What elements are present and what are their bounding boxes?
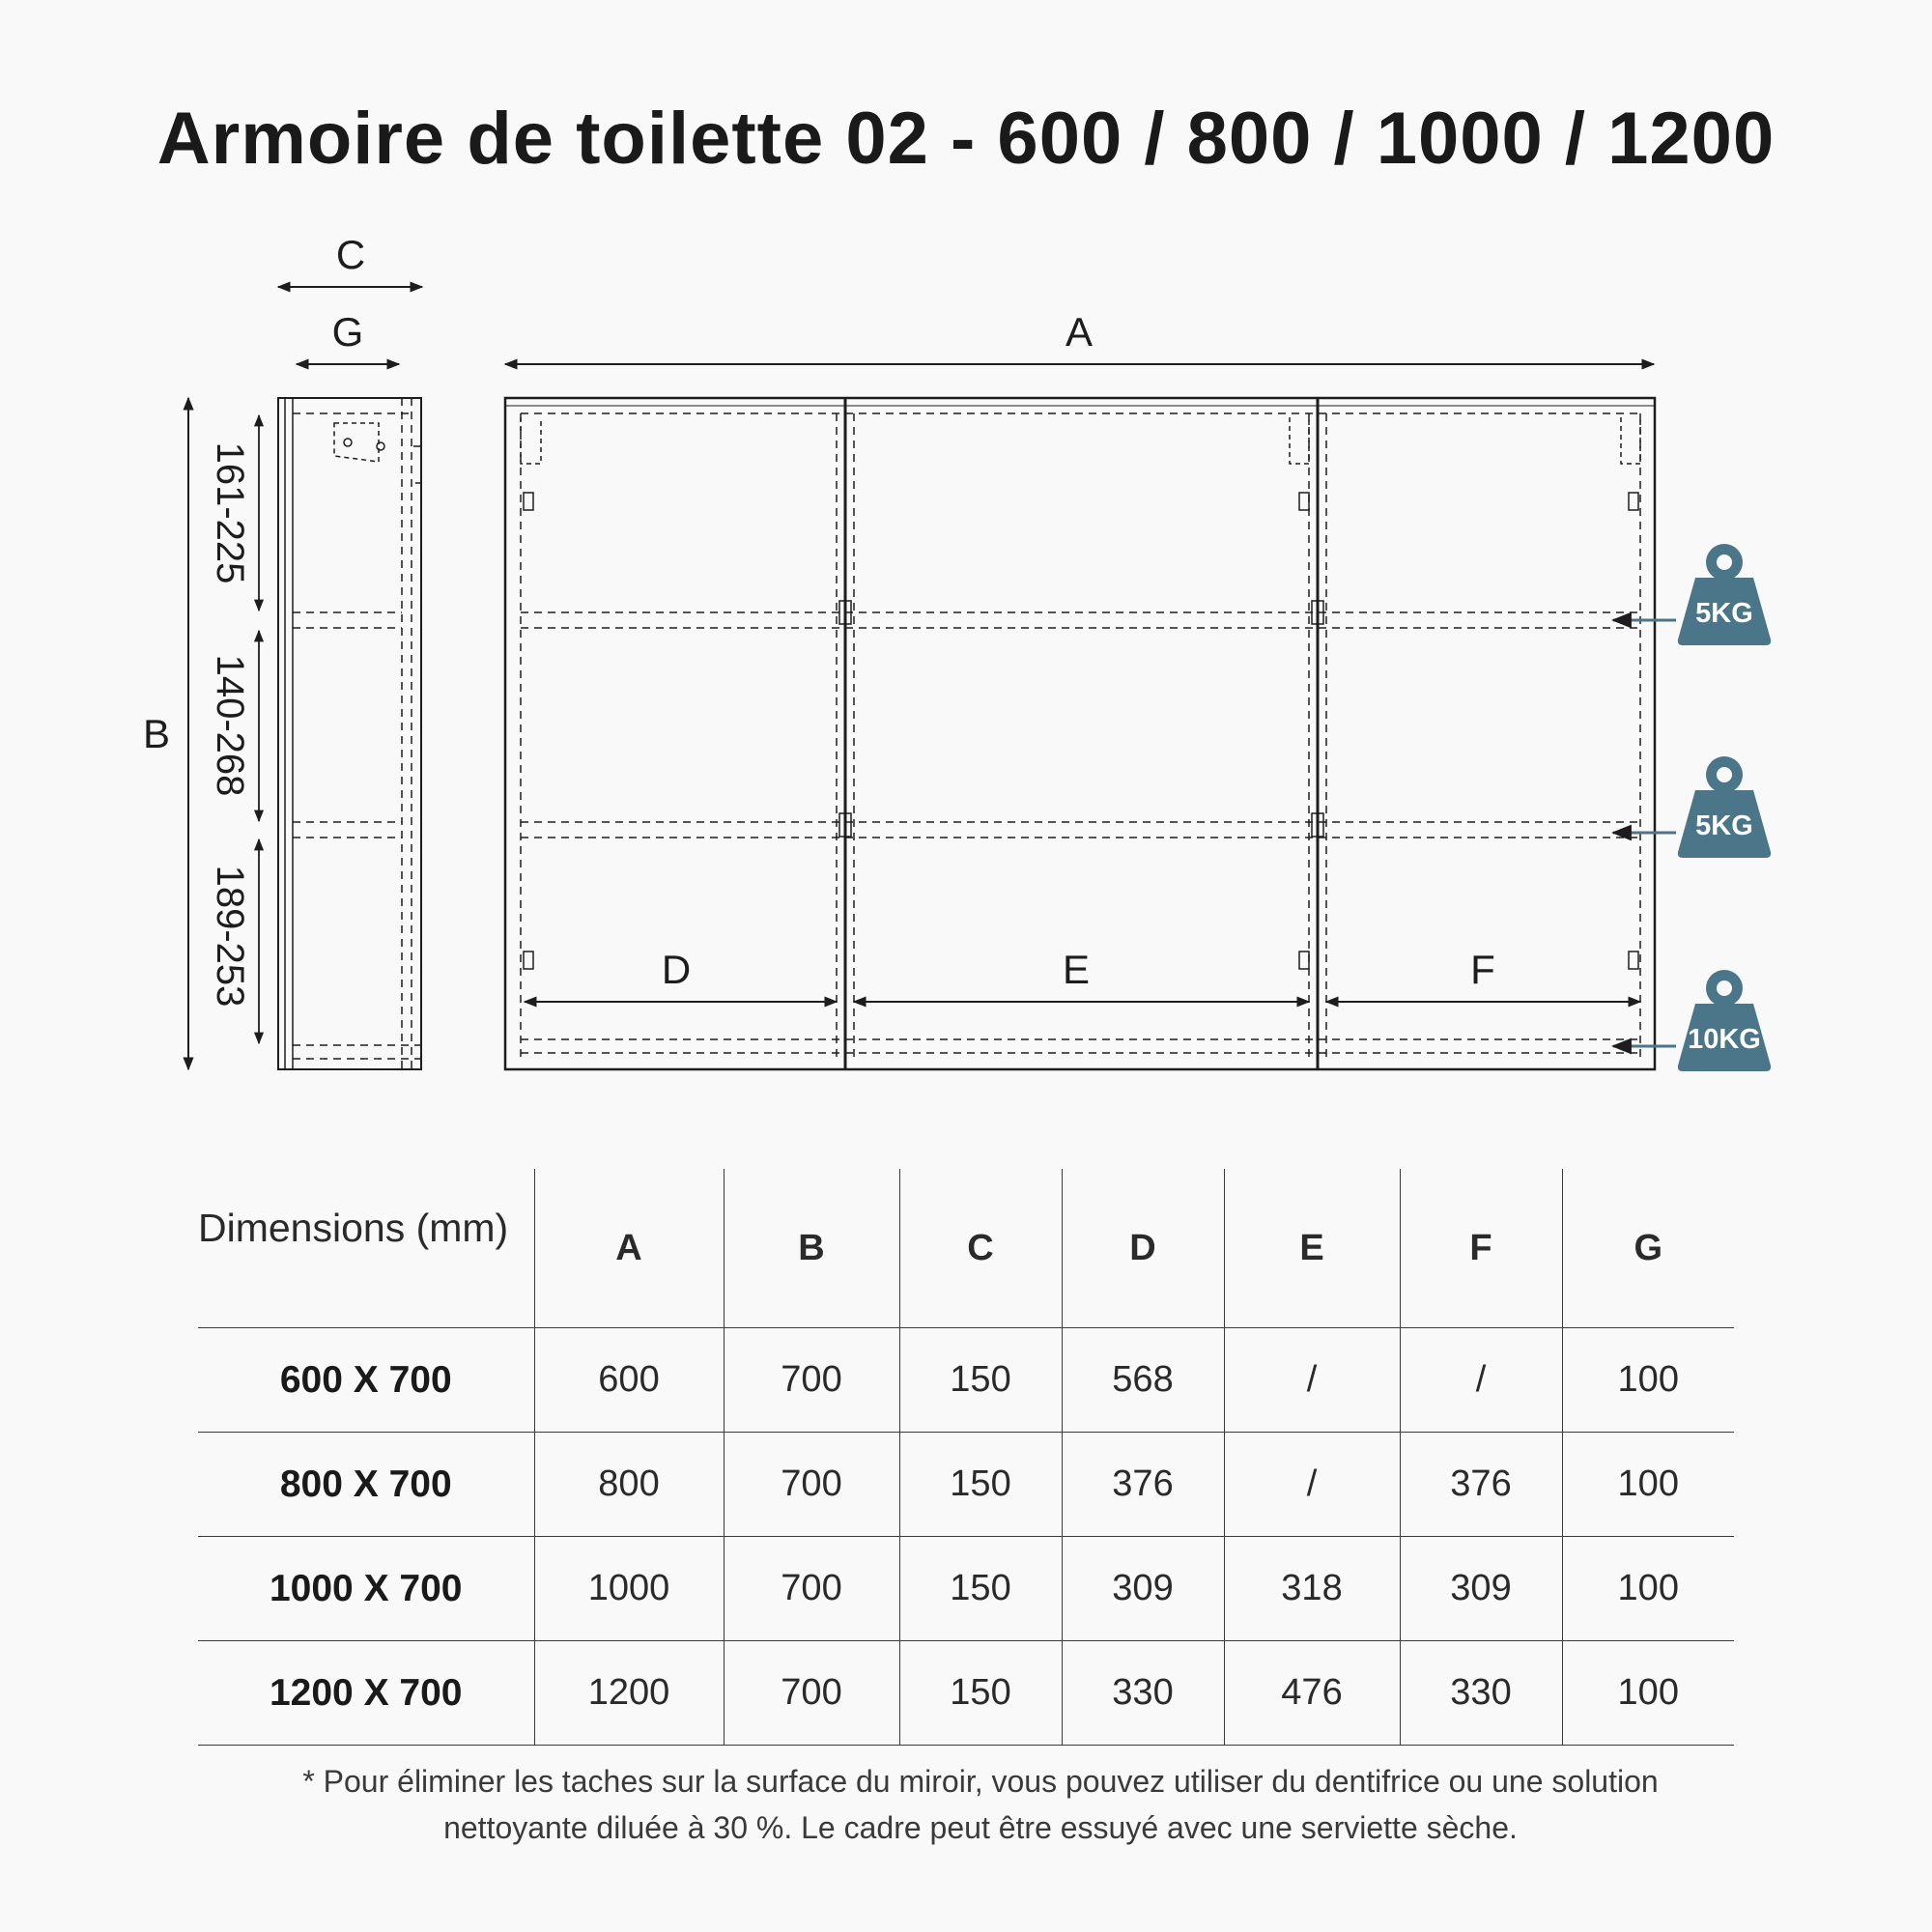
row-model: 600 X 700 <box>198 1328 534 1433</box>
table-cell: 700 <box>724 1537 899 1641</box>
weight-label-middle: 5KG <box>1695 810 1753 841</box>
dim-a-label: A <box>1065 309 1094 355</box>
compartment-height-bottom: 189-253 <box>209 865 251 1008</box>
table-cell: 309 <box>1400 1537 1562 1641</box>
dim-b-label: B <box>142 711 171 756</box>
compartment-height-middle: 140-268 <box>209 654 251 797</box>
column-header-b: B <box>724 1169 899 1328</box>
table-cell: 150 <box>899 1641 1062 1746</box>
dim-f-label: F <box>1470 947 1495 992</box>
column-header-c: C <box>899 1169 1062 1328</box>
table-cell: 330 <box>1062 1641 1224 1746</box>
table-cell: / <box>1224 1328 1400 1433</box>
table-cell: 700 <box>724 1433 899 1537</box>
dimensions-table <box>198 1169 1734 1746</box>
care-note: * Pour éliminer les taches sur la surface du miroir, vous pouvez utiliser du dentifrice ou une solution nettoyante diluée à 30 %. Le cadre peut être essuyé avec une serviette sèche. <box>302 1764 1659 1845</box>
table-cell: 700 <box>724 1328 899 1433</box>
table-cell: 1200 <box>534 1641 724 1746</box>
table-cell: 600 <box>534 1328 724 1433</box>
row-model: 800 X 700 <box>198 1433 534 1537</box>
compartment-height-top: 161-225 <box>209 441 251 584</box>
table-cell: 330 <box>1400 1641 1562 1746</box>
table-cell: 100 <box>1562 1537 1734 1641</box>
table-cell: 309 <box>1062 1537 1224 1641</box>
table-row <box>198 1537 1734 1641</box>
table-cell: 476 <box>1224 1641 1400 1746</box>
table-cell: 318 <box>1224 1537 1400 1641</box>
table-row <box>198 1641 1734 1746</box>
table-cell: 568 <box>1062 1328 1224 1433</box>
row-model: 1000 X 700 <box>198 1537 534 1641</box>
weight-badge-top-shelf <box>1613 544 1771 645</box>
dim-d-label: D <box>661 947 692 992</box>
page-title: Armoire de toilette 02 - 600 / 800 / 1000 / 1200 <box>156 98 1776 180</box>
front-view <box>505 309 1655 1069</box>
dim-e-label: E <box>1062 947 1091 992</box>
table-cell: / <box>1400 1328 1562 1433</box>
table-corner-label: Dimensions (mm) <box>198 1169 534 1328</box>
table-cell: 100 <box>1562 1433 1734 1537</box>
table-cell: 150 <box>899 1328 1062 1433</box>
weight-label-bottom: 10KG <box>1688 1024 1761 1055</box>
column-header-f: F <box>1400 1169 1562 1328</box>
dim-g-label: G <box>331 309 364 355</box>
table-cell: 100 <box>1562 1641 1734 1746</box>
table-header-row <box>198 1169 1734 1328</box>
row-model: 1200 X 700 <box>198 1641 534 1746</box>
table-cell: 100 <box>1562 1328 1734 1433</box>
column-header-a: A <box>534 1169 724 1328</box>
table-row <box>198 1433 1734 1537</box>
table-cell: 1000 <box>534 1537 724 1641</box>
dim-c-label: C <box>335 232 366 277</box>
column-header-g: G <box>1562 1169 1734 1328</box>
table-cell: 376 <box>1400 1433 1562 1537</box>
table-cell: 376 <box>1062 1433 1224 1537</box>
table-cell: / <box>1224 1433 1400 1537</box>
side-view <box>143 232 422 1069</box>
table-cell: 800 <box>534 1433 724 1537</box>
table-cell: 150 <box>899 1537 1062 1641</box>
table-cell: 700 <box>724 1641 899 1746</box>
weight-label-top: 5KG <box>1695 598 1753 629</box>
column-header-d: D <box>1062 1169 1224 1328</box>
table-row <box>198 1328 1734 1433</box>
table-cell: 150 <box>899 1433 1062 1537</box>
column-header-e: E <box>1224 1169 1400 1328</box>
weight-badge-bottom-shelf <box>1613 970 1771 1071</box>
weight-badge-middle-shelf <box>1613 756 1771 858</box>
